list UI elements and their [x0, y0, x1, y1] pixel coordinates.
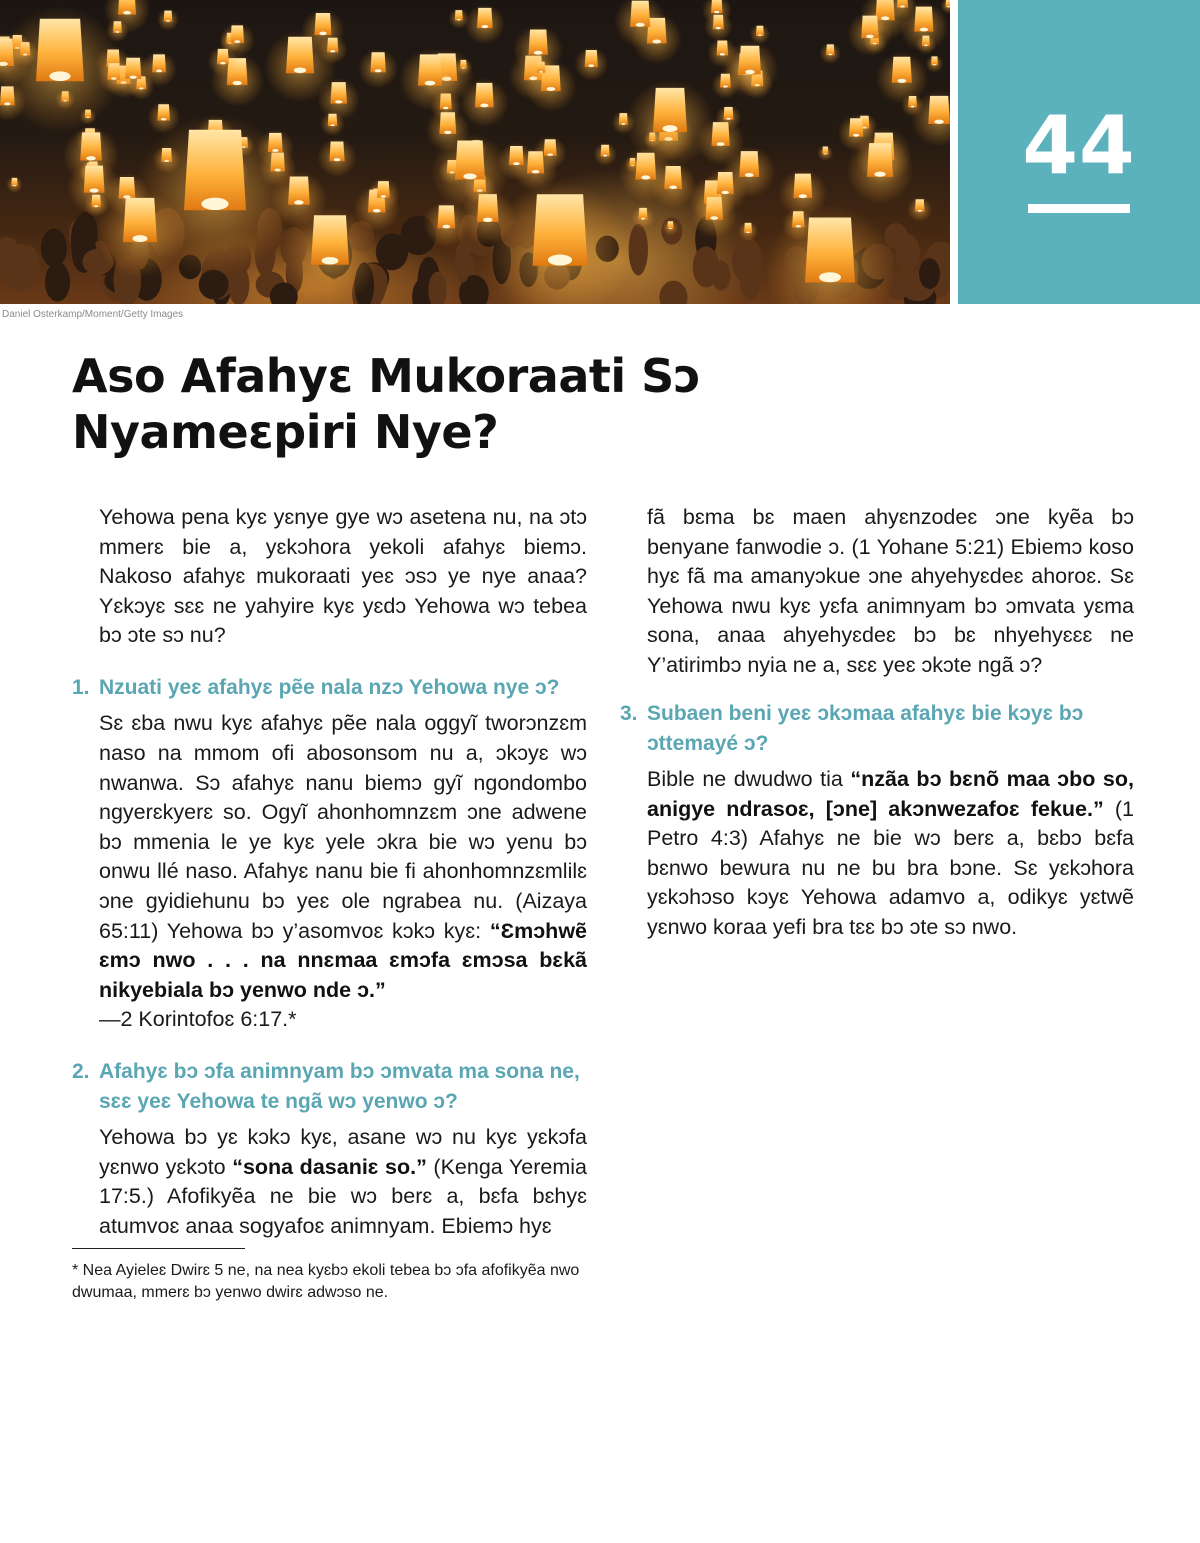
lantern [96, 189, 184, 277]
answer-1-scripture-quote: “Ɛmɔhwẽ ɛmɔ nwo . . . na nnɛmaa ɛmɔfa ɛmɔsa bɛkã nikyebiala bɔ yenwo nde ɔ.” [99, 918, 587, 1002]
lantern [264, 30, 337, 103]
lantern [631, 206, 654, 229]
lantern [513, 25, 564, 76]
photo-credit: Daniel Osterkamp/Moment/Getty Images [2, 309, 184, 320]
crowd-figure [919, 258, 940, 289]
answer-1-citation: —2 Korintofoɛ 6:17.* [99, 1007, 297, 1032]
question-3 [620, 699, 1134, 758]
answer-1-text: Sɛ ɛba nwu kyɛ afahyɛ pẽe nala oggyĩ tworɔnzɛm naso na mmom ofi abosonsom nu a, ɔkɔyɛ wɔ nwanwa. Sɔ afahyɛ nanu biemɔ gyĩ ngondombo ngyerɛkyerɛ so. Ogyĩ ahonhomnzɛm ɔne adwene bɔ mmenia le ye kyɛ yele ɔkra bie wɔ yenu bɔ onwu llé naso. Afahyɛ nanu bie fi ahonhomnzɛmlilɛ ɔne gyidiehunu bɔ yeɛ ole ngrabea nu. (Aizaya 65:11) Yehowa bɔ y’asomvoɛ kɔkɔ kyɛ: [99, 711, 587, 943]
lantern [220, 22, 255, 57]
lantern [916, 34, 937, 55]
footnote-divider [72, 1248, 245, 1249]
crowd-figure [45, 262, 70, 301]
crowd-figure [455, 241, 471, 282]
answer-2-text-continued: (Kenga Yeremia 17:5.) Afofikyẽa ne bie wɔ berɛ a, bɛfa bɛhyɛ atumvoɛ anaa sogyafoɛ animnyam. Ebiemɔ hyɛ [99, 1154, 587, 1238]
crowd-figure [659, 281, 687, 304]
lantern [533, 136, 566, 169]
crowd-figure [732, 237, 762, 282]
lesson-number: 44 [1022, 99, 1136, 192]
question-2-text: Afahyɛ bɔ ɔfa animnyam bɔ ɔmvata ma sona ne, sɛɛ yeɛ Yehowa te ngã wɔ yenwo ɔ? [99, 1060, 580, 1113]
crowd-figure [376, 233, 408, 270]
lantern [448, 8, 469, 29]
question-1 [72, 673, 587, 703]
lanterns-illustration [0, 0, 950, 304]
lantern [716, 105, 742, 131]
lesson-title [72, 348, 752, 460]
answer-3-text-continued: (1 Petro 4:3) Afahyɛ ne bie wɔ berɛ a, bɛbɔ bɛfa bɛnwo bewura nu ne bu bra bɔne. Sɛ yɛkɔhora yɛkɔhɔso kɔyɛ Yehowa adamvo a, odikyɛ yɛtwẽ yɛnwo koraa yefi bra tɛɛ bɔ ɔte sɔ nwo. [647, 796, 1134, 939]
answer-2-scripture-quote: “sona dasaniɛ so.” [232, 1154, 427, 1179]
lantern [157, 8, 179, 30]
answer-2-paragraph-part-2: fã bɛma bɛ maen ahyɛnzodeɛ ɔne kyẽa bɔ benyane fanwodie ɔ. (1 Yohane 5:21) Ebiemɔ koso hyɛ fã ma amanyɔkue ɔne ahyehyɛdeɛ ahoroɛ. Sɛ Yehowa nwu kyɛ yɛfa animnyam bɔ ɔmvata yɛma sona, anaa ahyehyɛdeɛ bɔ bɛ nhyehyɛɛɛ ne Y’atirimbɔ nyia ne a, sɛɛ yeɛ ɔkɔte ngã ɔ? [647, 505, 1134, 677]
lantern [320, 111, 345, 136]
answer-3-paragraph [620, 765, 1134, 943]
lantern [925, 55, 943, 73]
footnote: * Nea Ayieleɛ Dwirɛ 5 ne, na nea kyɛbɔ ekoli tebea bɔ ɔfa afofikyẽa nwo dwumaa, mmerɛ bɔ yenwo dwirɛ adwɔso ne. [72, 1262, 580, 1301]
lantern [703, 168, 747, 212]
lesson-number-underline [1028, 204, 1130, 213]
lantern [431, 133, 509, 211]
lantern [317, 138, 357, 178]
lantern [0, 7, 122, 132]
lantern [367, 178, 400, 211]
lantern [399, 48, 461, 110]
lantern [738, 221, 758, 241]
lantern [721, 40, 778, 97]
question-1-text: Nzuati yeɛ afahyɛ pẽe nala nzɔ Yehowa nye ɔ? [99, 675, 560, 699]
lantern [846, 137, 914, 205]
lantern [593, 142, 617, 166]
lantern [663, 220, 679, 236]
lesson-title-line-1: Aso Afahyɛ Mukoraati Sɔ [72, 349, 701, 403]
lantern [574, 47, 608, 81]
lantern [465, 4, 506, 45]
lantern [6, 176, 23, 193]
question-1-number: 1. [72, 675, 90, 699]
crowd-figure [629, 224, 648, 276]
lantern [876, 52, 928, 104]
question-3-text: Subaen beni yeɛ ɔkɔmaa afahyɛ bie kɔyɛ bɔ ɔttemayé ɔ? [647, 702, 1084, 755]
answer-2-text: Yehowa bɔ yɛ kɔkɔ kyɛ, asane wɔ nu kyɛ yɛkɔfa yɛnwo yɛkɔto [99, 1125, 587, 1179]
lantern [281, 206, 380, 304]
answer-3-text: Bible ne dwudwo tia [647, 767, 851, 791]
lesson-number-block [958, 0, 1200, 304]
answer-3-scripture-quote: “nzãa bɔ bɛnõ maa ɔbo so, anigye ndrasoɛ, [ɔne] akɔnwezafoɛ fekue.” [647, 767, 1134, 821]
lantern [847, 11, 892, 56]
lantern [358, 48, 398, 88]
question-2 [72, 1057, 587, 1116]
crowd-figure [693, 246, 720, 287]
question-3-number: 3. [620, 702, 638, 725]
lantern [626, 79, 714, 167]
lantern [907, 197, 932, 222]
question-2-number: 2. [72, 1060, 90, 1083]
right-column [620, 503, 1134, 943]
lantern [817, 145, 833, 161]
lantern [704, 12, 733, 41]
lanterns-photo [0, 0, 950, 304]
lantern [489, 181, 632, 305]
answer-1-paragraph [72, 709, 587, 1035]
answer-2-paragraph-part-1 [72, 1123, 587, 1241]
crowd-figure [41, 229, 67, 268]
intro-paragraph: Yehowa pena kyɛ yɛnye gye wɔ asetena nu, na ɔtɔ mmerɛ bie a, yɛkɔhora yekoli afahyɛ biemɔ. Nakoso afahyɛ mukoraati yeɛ ɔsɔ ye nye anaa? Yɛkɔyɛ sɛɛ ne yahyire kyɛ yɛdɔ Yehowa wɔ tebea bɔ ɔte sɔ nu? [99, 505, 587, 648]
lantern [819, 42, 841, 64]
left-column [72, 503, 587, 1241]
crowd-figure [15, 245, 40, 284]
lesson-title-line-2: Nyameɛpiri Nye? [72, 405, 499, 459]
